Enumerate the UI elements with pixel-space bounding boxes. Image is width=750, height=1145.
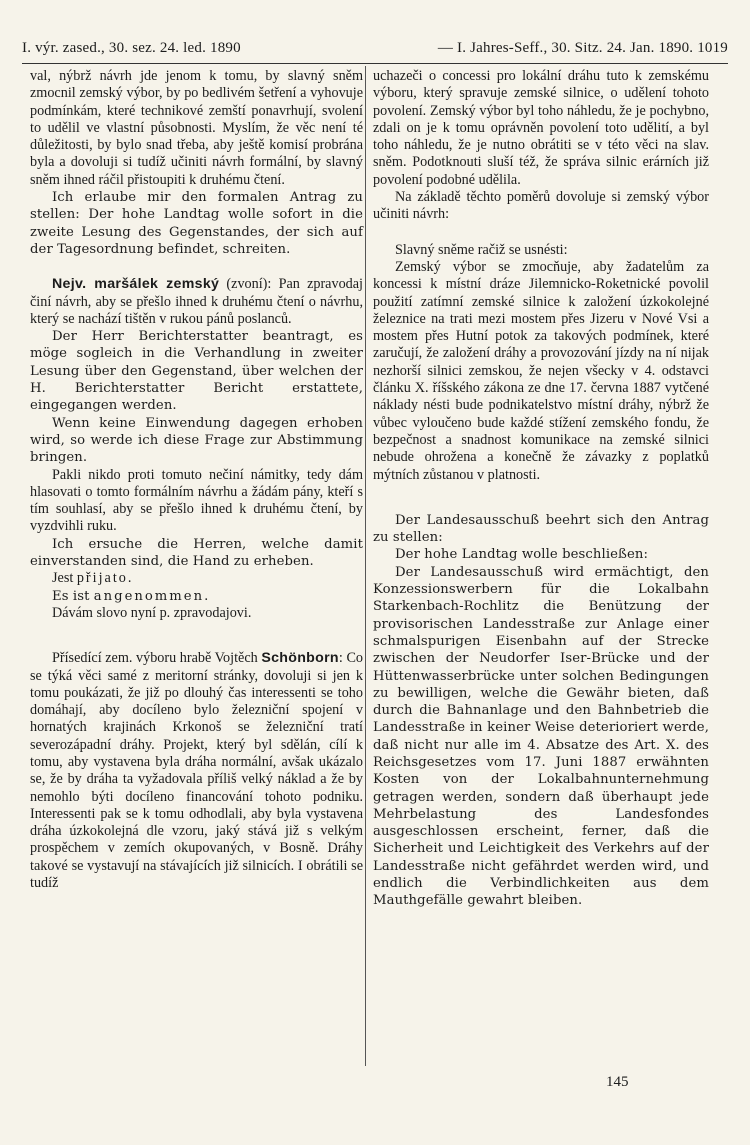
header-czech: I. výr. zased., 30. sez. 24. led. 1890 <box>22 40 241 56</box>
paragraph: Na základě těchto poměrů dovoluje si zemský výbor učiniti návrh: <box>373 189 709 223</box>
page-number: 145 <box>606 1074 629 1090</box>
running-header <box>22 40 728 57</box>
paragraph-speaker <box>30 276 363 328</box>
result-word: angenommen. <box>93 588 211 604</box>
right-column <box>373 68 709 910</box>
header-rule <box>22 63 728 64</box>
paragraph: val, nýbrž návrh jde jenom k tomu, by slavný sněm zmocnil zemský výbor, by po bedlivém šetření a vyhovuje podmínkám, které technikové zemští ponavrhují, svolení to udělil ve vlastní působnosti. Myslím, že věc není té důležitosti, by bylo snad třeba, aby ještě komisí probrána byla a dovoluji si tudíž učiniti návrh formální, by slavný sněm ihned ráčil přistoupiti k druhému čtení. <box>30 68 363 188</box>
speaker-name: Schönborn <box>261 650 339 667</box>
speaker-text: : Co se týká věci samé z meritorní stránky, dovoluji si jen k tomu poukázati, že již po dlouhý čas interessenti se toho domáhají, aby docíleno bylo železniční spojení v hornatých krajinách Krkonoš se železniční tratí severozápadní dráhy. Projekt, který byl sdělán, cílí k tomu, aby vystavena byla dráha normální, avšak ukázalo se, že by dráha ta vyžadovala příliš velký náklad a že by nemohlo býti docíleno financování tohoto podniku. Interessenti pak se k tomu odhodlali, aby byla vystavena dráha úzkokolejná dle vzoru, jaký stává již s velkým prospěchem v zemích okupovaných, v Bosně. Dráhy takové se vystavují na stávajících již silnicích. I obrátili se tudíž <box>30 650 363 892</box>
paragraph-speaker: Přísedící zem. výboru hrabě Vojtěch Schönborn: Co se týká věci samé z meritorní stránky, dovoluji si jen k tomu poukázati, že již po dlouhý čas interessenti se toho domáhají, aby docíleno bylo železniční spojení v hornatých krajinách Krkonoš se železniční tratí severozápadní dráhy. Projekt, který byl sdělán, cílí k tomu, aby vystavena byla dráha normální, avšak ukázalo se, že by dráha ta vyžadovala příliš velký náklad a že by nemohlo býti docíleno financování tohoto podniku. Interessenti pak se k tomu odhodlali, aby byla vystavena dráha úzkokolejná dle vzoru, jaký stává již s velkým prospěchem v zemích okupovaných, v Bosně. Dráhy takové se vystavují na stávajících již silnicích. I obrátili se tudíž <box>30 650 363 892</box>
paragraph-german: Der hohe Landtag wolle beschließen: <box>395 547 648 563</box>
paragraph-motion: Zemský výbor se zmocňuje, aby žadatelům za koncessi k místní dráze Jilemnicko-Roketnické povolil použití zatímní zemské silnice k založení úzkokolejné železnice na trati mezi mostem přes Jizeru v Nové Vsi a mostem přes Hutní potok za takových podmínek, které zaručují, že založení dráhy a provozování jízdy na ní nijak nezhorší silnici zemskou, že nejen všecky v 4. odstavci článku X. říšského zákona ze dne 17. června 1887 vytčené náklady nésti bude podnikatelstvo místní dráhy, nýbrž že vůbec vyloučeno bude každé stížení zemského fondu, že bezpečnost a snadnost komunikace na zemské silnici nebude ohrožena a konečně že závazky z poplatků mýtních zůstanou v platnosti. <box>373 258 709 483</box>
result-czech: Jest přijato. <box>52 570 134 587</box>
paragraph-german: Der Landesausschuß beehrt sich den Antrag zu stellen: <box>373 512 709 546</box>
paragraph-german: Der Herr Berichterstatter beantragt, es möge sogleich in die Verhandlung in zweiter Lesung über den Gegenstand, über welchen der H. Berichterstatter Bericht erstattete, eingegangen werden. <box>30 329 363 414</box>
column-divider <box>365 66 366 1066</box>
paragraph: uchazeči o concessi pro lokální dráhu tuto k zemskému výboru, který spravuje zemské silnice, o udělení tohoto povolení. Zemský výbor byl toho náhledu, že je pochybno, zdali on je k tomu oprávněn povolení toto udělití, a byl toho náhledu, že je nutno obrátiti se v této věci na slav. sněm. Podotknouti sluší též, že správa silnic erárních již povolení podobné udělila. <box>373 68 709 188</box>
paragraph-german: Ich ersuche die Herren, welche damit einverstanden sind, die Hand zu erheben. <box>30 536 363 570</box>
speaker-text: (zvoní): Pan zpravodaj činí návrh, aby se přešlo ihned k druhému čtení o návrhu, který se nachází tištěn v rukou pánů poslanců. <box>30 276 364 327</box>
paragraph-german-motion: Der Landesausschuß wird ermächtigt, den Konzessionswerbern für die Lokalbahn Starkenbach-Rochlitz die Benützung der provisorischen Landesstraße zur Anlage einer schmalspurigen Eisenbahn auf der Strecke zwischen der Neudorfer Iser-Brücke und der Hüttenwasserbrücke unter solchen Bedingungen zu bewilligen, welche die Gewähr bieten, daß durch die Bahnanlage und den Bahnbetrieb die Landesstraße in keiner Weise deterioriert werde, daß nicht nur alle im 4. Absatze des Art. X. des Reichsgesetzes vom 17. Juni 1887 erwähnten Kosten von der Lokalbahnunternehmung getragen werden, sondern daß überhaupt jede Mehrbelastung des Landesfondes ausgeschlossen erscheint, ferner, daß die Sicherheit und Leichtigkeit des Verkehrs auf der Landesstraße nicht gefährdet werden wird, und endlich die Verbindlichkeiten aus dem Mauthgefälle gewahrt bleiben. <box>373 564 709 909</box>
left-column <box>30 68 363 892</box>
paragraph-motion-heading: Slavný sněme račiž se usnésti: <box>395 241 568 258</box>
speaker-name: Nejv. maršálek zemský <box>52 276 220 293</box>
paragraph: Pakli nikdo proti tomuto nečiní námitky, tedy dám hlasovati o tomto formálním návrhu a žádám pány, kteří s tím souhlasí, aby se přešlo ihned k druhému čtení, by vyzdvihli ruku. <box>30 466 363 535</box>
paragraph-german: Wenn keine Einwendung dagegen erhoben wird, so werde ich diese Frage zur Abstimmung bringen. <box>30 415 363 466</box>
paragraph: Dávám slovo nyní p. zpravodajovi. <box>52 604 252 621</box>
result-german: Es ist angenommen. <box>52 588 211 604</box>
paragraph-german: Ich erlaube mir den formalen Antrag zu stellen: Der hohe Landtag wolle sofort in die zweite Lesung des Gegenstandes, der sich auf der Tagesordnung befindet, schreiten. <box>30 190 363 257</box>
header-german: — I. Jahres-Seff., 30. Sitz. 24. Jan. 1890. 1019 <box>437 40 728 56</box>
result-word: přijato. <box>76 570 134 587</box>
